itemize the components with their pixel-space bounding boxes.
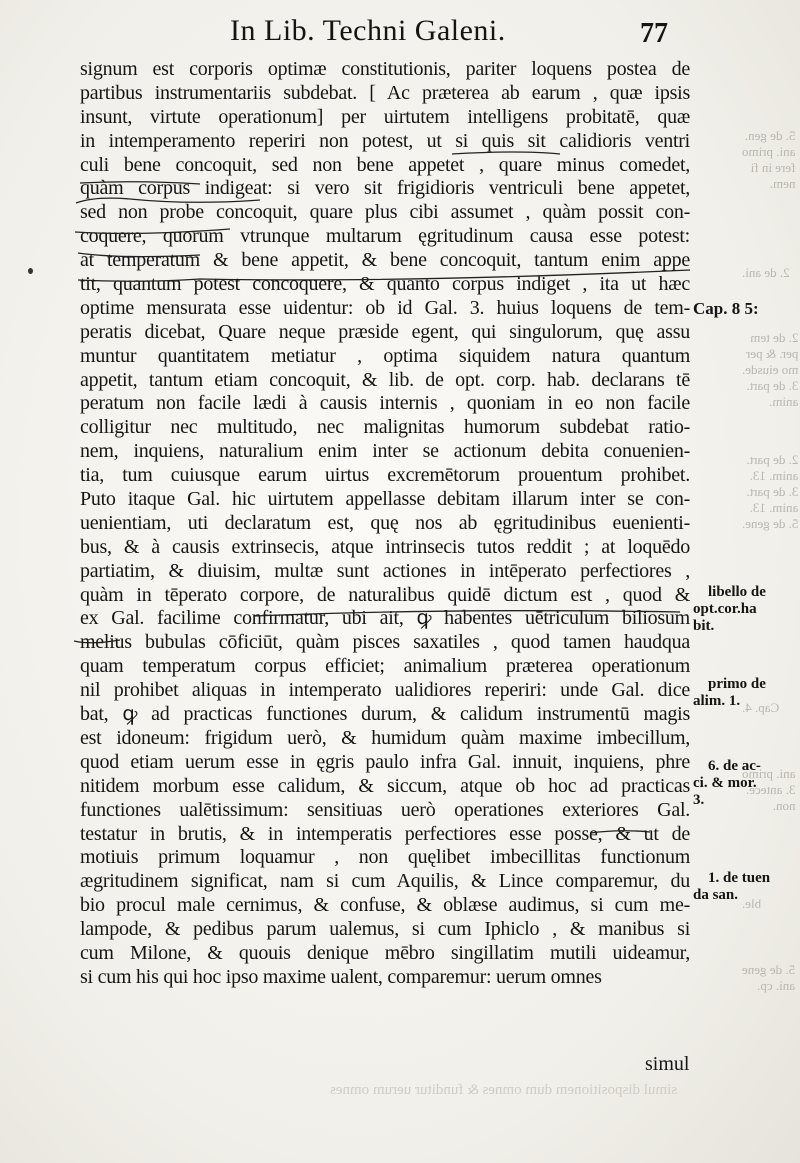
text-line: quod etiam uerum esse in ęgris paulo infra Gal. innuit, inquiens, phre — [80, 750, 690, 773]
margin-note-text: 6. de ac- ci. & mor. 3. — [693, 758, 761, 808]
page-number: 77 — [640, 18, 668, 49]
bleed-through-text: 2. de part. anim. 13. 3. de part. anim. 13. 5. de gene. — [742, 452, 799, 531]
text-line: in intemperamento reperiri non potest, ut si quis sit calidioris ventri — [80, 129, 690, 152]
margin-note-text: 1. de tuen da san. — [693, 870, 771, 903]
margin-note — [693, 659, 766, 727]
text-line: peratum non facile lædi à causis internis , quoniam in eo non facile — [80, 392, 690, 415]
text-line: sed non probe concoquit, quare plus cibi assumet , quàm possit con- — [80, 201, 690, 224]
text-line: ægritudinem significat, nam si cum Aquilis, & Lince comparemur, du — [80, 870, 690, 893]
text-line: bus, & à causis extrinsecis, atque intrinsecis tutos reddit ; at loquēdo — [80, 535, 690, 558]
text-line: testatur in brutis, & in intemperatis perfectiores esse posse, & ut de — [80, 822, 690, 845]
text-line: peratis dicebat, Quare neque præside egent, qui singulorum, quę assu — [80, 320, 690, 343]
running-title: In Lib. Techni Galeni. — [230, 14, 506, 47]
text-line: bio procul male cernimus, & confuse, & oblæse audimus, si cum me- — [80, 894, 690, 917]
catchword: simul — [645, 1053, 690, 1075]
text-line: functiones ualētissimum: sensitiuas uerò operationes exteriores Gal. — [80, 798, 690, 821]
text-line: tia, tum cuiusque earum uirtus excremētorum prouentum prohibet. — [80, 464, 690, 487]
text-line: nil prohibet aliquas in intemperato ualidiores reperiri: unde Gal. dice — [80, 679, 690, 702]
text-line: coquere, quorum vtrunque multarum ęgritudinum causa esse potest: — [80, 225, 690, 248]
margin-note-text: primo de alim. 1. — [693, 676, 766, 709]
text-line: Puto itaque Gal. hic uirtutem appellasse debitam illarum inter se con- — [80, 488, 690, 511]
text-line: melius bubulas cōficiūt, quàm pisces saxatiles , quod tamen haudqua — [80, 631, 690, 654]
text-line: nitidem morbum esse calidum, & siccum, atque ob hoc ad practicas — [80, 774, 690, 797]
margin-note-text: libello de opt.cor.ha bit. — [693, 584, 766, 634]
text-line: uenientiam, uti declaratum est, quę nos ab ęgritudinibus euenienti- — [80, 511, 690, 534]
bleed-through-text: 2. de tem per. & per mo eiusde. 3. de part. anim. — [742, 330, 799, 409]
ink-mark — [28, 268, 33, 274]
bleed-through-text: ani. primo 3. antece. non. — [742, 766, 796, 813]
text-line: appetit, tantum etiam concoquit, & lib. de opt. corp. hab. declarans tē — [80, 368, 690, 391]
text-line: muntur quantitatem metiatur , optima siquidem natura quantum — [80, 344, 690, 367]
text-line: cum Milone, & quouis denique mēbro singillatim mutili uideamur, — [80, 941, 690, 964]
text-line: quàm in tēperato corpore, de naturalibus quidē dictum est , quod & — [80, 583, 690, 606]
text-line: si cum his qui hoc ipso maxime ualent, comparemur: uerum omnes — [80, 965, 602, 988]
text-line: est idoneum: frigidum uerò, & humidum quàm maxime imbecillum, — [80, 726, 690, 749]
bleed-through-text: Cap. 4. — [742, 700, 780, 715]
text-line: culi bene concoquit, sed non bene appetet , quare minus comedet, — [80, 153, 690, 176]
text-line: partiatim, & diuisim, multæ sunt actiones in intēperato perfectiores , — [80, 559, 690, 582]
margin-note — [693, 567, 766, 652]
text-line: partibus instrumentariis subdebat. [ Ac prӕterea ab earum , quæ ipsis — [80, 81, 690, 104]
bleed-through-text: 5. de gen. ani. primo fere in fi nem. — [742, 128, 796, 191]
text-line: ex Gal. facilime confirmatur, ubi ait, ꝙ habentes uētriculum biliosum — [80, 607, 690, 630]
text-line: bat, ꝙ ad practicas functiones durum, & calidum instrumentū magis — [80, 703, 690, 726]
text-line: quàm corpus indigeat: si vero sit frigidioris ventriculi bene appetet, — [80, 177, 690, 200]
text-line: optime mensurata esse uidentur: ob id Gal. 3. huius loquens de tem- — [80, 296, 690, 319]
text-line: insunt, virtute operationum] per uirtutem intelligens probitatē, quæ — [80, 105, 690, 128]
bleed-through-text: 5. de gene ani. cp. — [742, 962, 796, 993]
text-line: at temperatum & bene appetit, & bene concoquit, tantum enim appe — [80, 249, 690, 272]
text-line: quam temperatum corpus efficiet; animalium præterea operationum — [80, 655, 690, 678]
text-line: signum est corporis optimæ constitutionis, pariter loquens postea de — [80, 58, 690, 80]
text-line: colligitur nec multitudo, nec malignitas humorum subdebat ratio- — [80, 416, 690, 439]
text-line: nem, inquiens, naturalium enim inter se actionum debita conuenien- — [80, 440, 690, 463]
margin-note-text: Cap. 8 5: — [693, 299, 759, 318]
bleed-through-text: ble. — [742, 896, 762, 911]
margin-note — [693, 300, 759, 317]
body-text — [80, 58, 690, 990]
text-line: tit, quantum potest concoquere, & quanto corpus indiget , ita ut hæc — [80, 273, 690, 296]
bleed-through-text: 2. de ani. — [742, 265, 790, 280]
text-line: motiuis primum loquamur , non quęlibet imbecillitas functionum — [80, 846, 690, 869]
text-line: lampode, & pedibus parum ualemus, si cum Iphiclo , & manibus si — [80, 918, 690, 941]
bleed-through-bottom: simul dispositionem dum omnes & funditur uerum omnes — [330, 1082, 678, 1098]
